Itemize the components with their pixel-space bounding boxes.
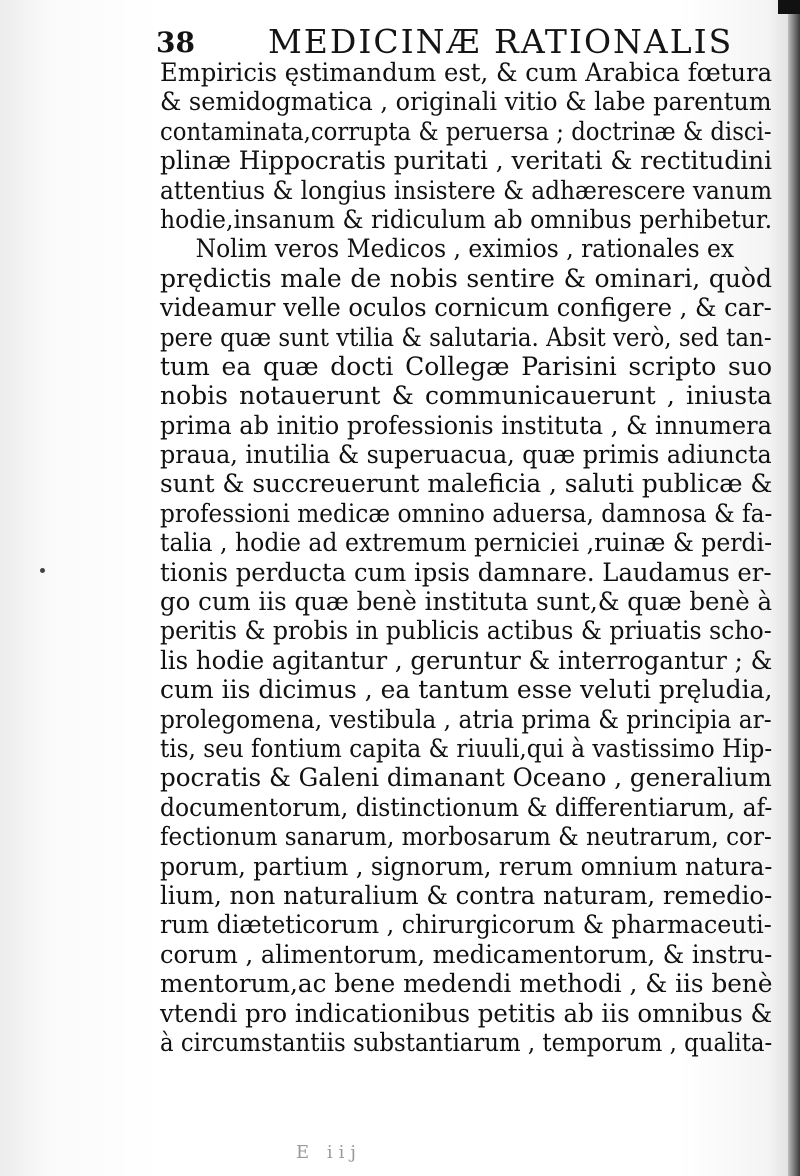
page-header — [150, 18, 770, 61]
text-line: praua, inutilia & superuacua, quæ primis adiuncta — [160, 440, 772, 470]
page-spine-shadow — [788, 0, 800, 1176]
text-line: Empiricis ęstimandum est, & cum Arabica fœtura — [160, 58, 773, 87]
text-line: peritis & probis in publicis actibus & priuatis scho- — [160, 616, 772, 646]
text-line: tionis perducta cum ipsis damnare. Laudamus er- — [160, 557, 772, 587]
text-line: Nolim veros Medicos , eximios , rationales ex — [195, 234, 735, 264]
running-head: MEDICINÆ RATIONALIS — [268, 22, 734, 61]
text-line: talia , hodie ad extremum perniciei ,ruinæ & perdi- — [160, 528, 773, 558]
signature-mark: E iij — [296, 1142, 362, 1163]
text-line: professioni medicæ omnino aduersa, damnosa & fa- — [160, 498, 773, 528]
text-line: go cum iis quæ benè instituta sunt,& quæ benè à — [160, 587, 773, 617]
text-line: lis hodie agitantur , geruntur & interrogantur ; & — [160, 645, 773, 675]
text-line: documentorum, distinctionum & differentiarum, af- — [160, 792, 773, 822]
text-line: tis, seu fontium capita & riuuli,qui à vastissimo Hip- — [160, 733, 773, 763]
text-line: contaminata,corrupta & peruersa ; doctrinæ & disci- — [160, 116, 772, 146]
text-line: porum, partium , signorum, rerum omnium natura- — [160, 851, 773, 881]
text-line: cum iis dicimus , ea tantum esse veluti pręludia, — [160, 675, 773, 705]
text-line: videamur velle oculos cornicum configere , & car- — [160, 293, 772, 323]
text-line: à circumstantiis substantiarum , temporum , qualita- — [160, 1027, 773, 1057]
margin-mark — [40, 568, 45, 573]
page-corner-mark — [778, 0, 800, 14]
page-number: 38 — [156, 26, 195, 59]
text-line: tum ea quæ docti Collegæ Parisini scripto suo — [160, 351, 772, 381]
text-line: plinæ Hippocratis puritati , veritati & rectitudini — [160, 146, 773, 176]
text-line: pocratis & Galeni dimanant Oceano , generalium — [160, 763, 772, 793]
text-line: prima ab initio professionis instituta , & innumera — [160, 410, 772, 440]
text-line: fectionum sanarum, morbosarum & neutrarum, cor- — [160, 822, 772, 852]
text-line: mentorum,ac bene medendi methodi , & iis benè — [160, 969, 773, 999]
text-line: corum , alimentorum, medicamentorum, & instru- — [160, 939, 773, 969]
text-line: & semidogmatica , originali vitio & labe parentum — [160, 87, 772, 117]
body-text — [160, 58, 772, 1057]
text-line: nobis notauerunt & communicauerunt , iniusta — [160, 381, 772, 411]
text-line: prędictis male de nobis sentire & ominari, quòd — [160, 263, 772, 293]
text-line: hodie,insanum & ridiculum ab omnibus perhibetur. — [160, 204, 773, 234]
text-line: rum diæteticorum , chirurgicorum & pharmaceuti- — [160, 910, 772, 940]
text-line: pere quæ sunt vtilia & salutaria. Absit verò, sed tan- — [160, 322, 772, 352]
text-line: attentius & longius insistere & adhærescere vanum — [160, 175, 773, 205]
text-line: lium, non naturalium & contra naturam, remedio- — [160, 880, 773, 910]
text-line: vtendi pro indicationibus petitis ab iis omnibus & — [160, 998, 773, 1028]
text-line: sunt & succreuerunt maleficia , saluti publicæ & — [160, 469, 773, 499]
text-line: prolegomena, vestibula , atria prima & principia ar- — [160, 704, 772, 734]
